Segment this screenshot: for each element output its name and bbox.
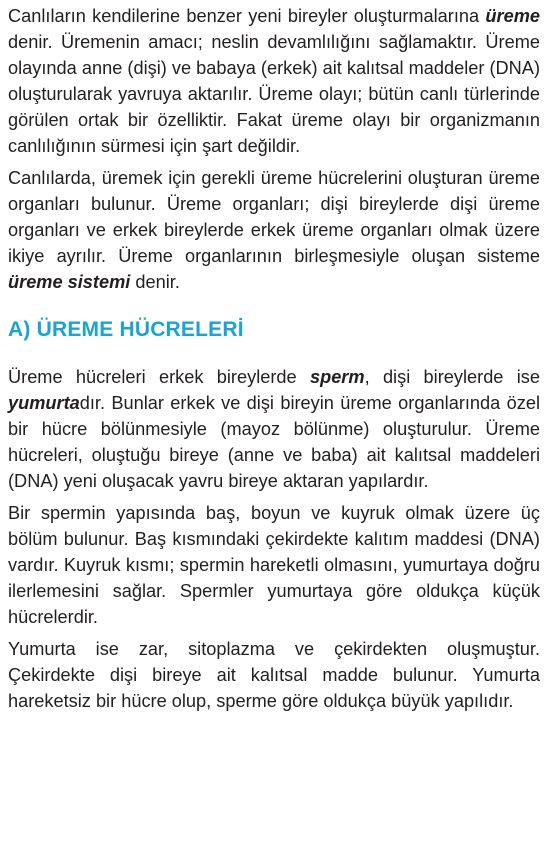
paragraph-text: , dişi bireylerde ise bbox=[364, 367, 540, 387]
textbook-page bbox=[8, 3, 540, 714]
paragraph-egg-structure: Yumurta ise zar, sitoplazma ve çekirdekten oluşmuştur. Çekirdekte dişi bireye ait kalıtsal madde bulunur. Yumurta hareketsiz bir hücre olup, sperme göre oldukça büyük yapılıdır. bbox=[8, 639, 540, 711]
section-reproductive-cells bbox=[8, 364, 540, 714]
section-heading: A) ÜREME HÜCRELERİ bbox=[8, 318, 244, 341]
paragraph-text: denir. bbox=[130, 272, 180, 292]
paragraph-text: denir. Üremenin amacı; neslin devamlılığını sağlamaktır. Üreme olayında anne (dişi) ve babaya (erkek) ait kalıtsal maddeler (DNA) oluşturularak yavruya aktarılır. Üreme olayı; bütün canlı türlerinde görülen ortak bir özelliktir. Fakat üreme olayı bir organizmanın canlılığının sürmesi için şart değildir. bbox=[8, 32, 540, 156]
paragraph-reproduction-definition bbox=[8, 3, 540, 159]
paragraph-text: Üreme hücreleri erkek bireylerde bbox=[8, 367, 310, 387]
paragraph-reproductive-cells bbox=[8, 364, 540, 494]
term-ureme-sistemi: üreme sistemi bbox=[8, 272, 131, 292]
term-yumurta: yumurta bbox=[8, 393, 80, 413]
paragraph-text: dır. Bunlar erkek ve dişi bireyin üreme organlarında özel bir hücre bölünmesiyle (mayoz bölünme) oluşturulur. Üreme hücreleri, oluştuğu bireye (anne ve baba) ait kalıtsal maddeleri (DNA) yeni oluşacak yavru bireye aktaran yapılardır. bbox=[8, 393, 540, 491]
paragraph-text: Canlıların kendilerine benzer yeni bireyler oluşturmalarına bbox=[8, 6, 486, 26]
paragraph-sperm-structure: Bir spermin yapısında baş, boyun ve kuyruk olmak üzere üç bölüm bulunur. Baş kısmındaki çekirdekte kalıtım maddesi (DNA) vardır. Kuyruk kısmı; spermin hareketli olmasını, yumurtaya doğru ilerlemesini sağlar. Spermler yumurtaya göre oldukça küçük hücrelerdir. bbox=[8, 503, 540, 627]
paragraph-reproductive-organs bbox=[8, 165, 540, 295]
term-sperm: sperm bbox=[309, 367, 365, 387]
term-ureme: üreme bbox=[485, 6, 540, 26]
paragraph-text: Canlılarda, üremek için gerekli üreme hücrelerini oluşturan üreme organları bulunur. Üreme organları; dişi bireylerde dişi üreme organları ve erkek bireylerde erkek üreme organları olmak üzere ikiye ayrılır. Üreme organlarının birleşmesiyle oluşan sisteme bbox=[8, 168, 540, 266]
